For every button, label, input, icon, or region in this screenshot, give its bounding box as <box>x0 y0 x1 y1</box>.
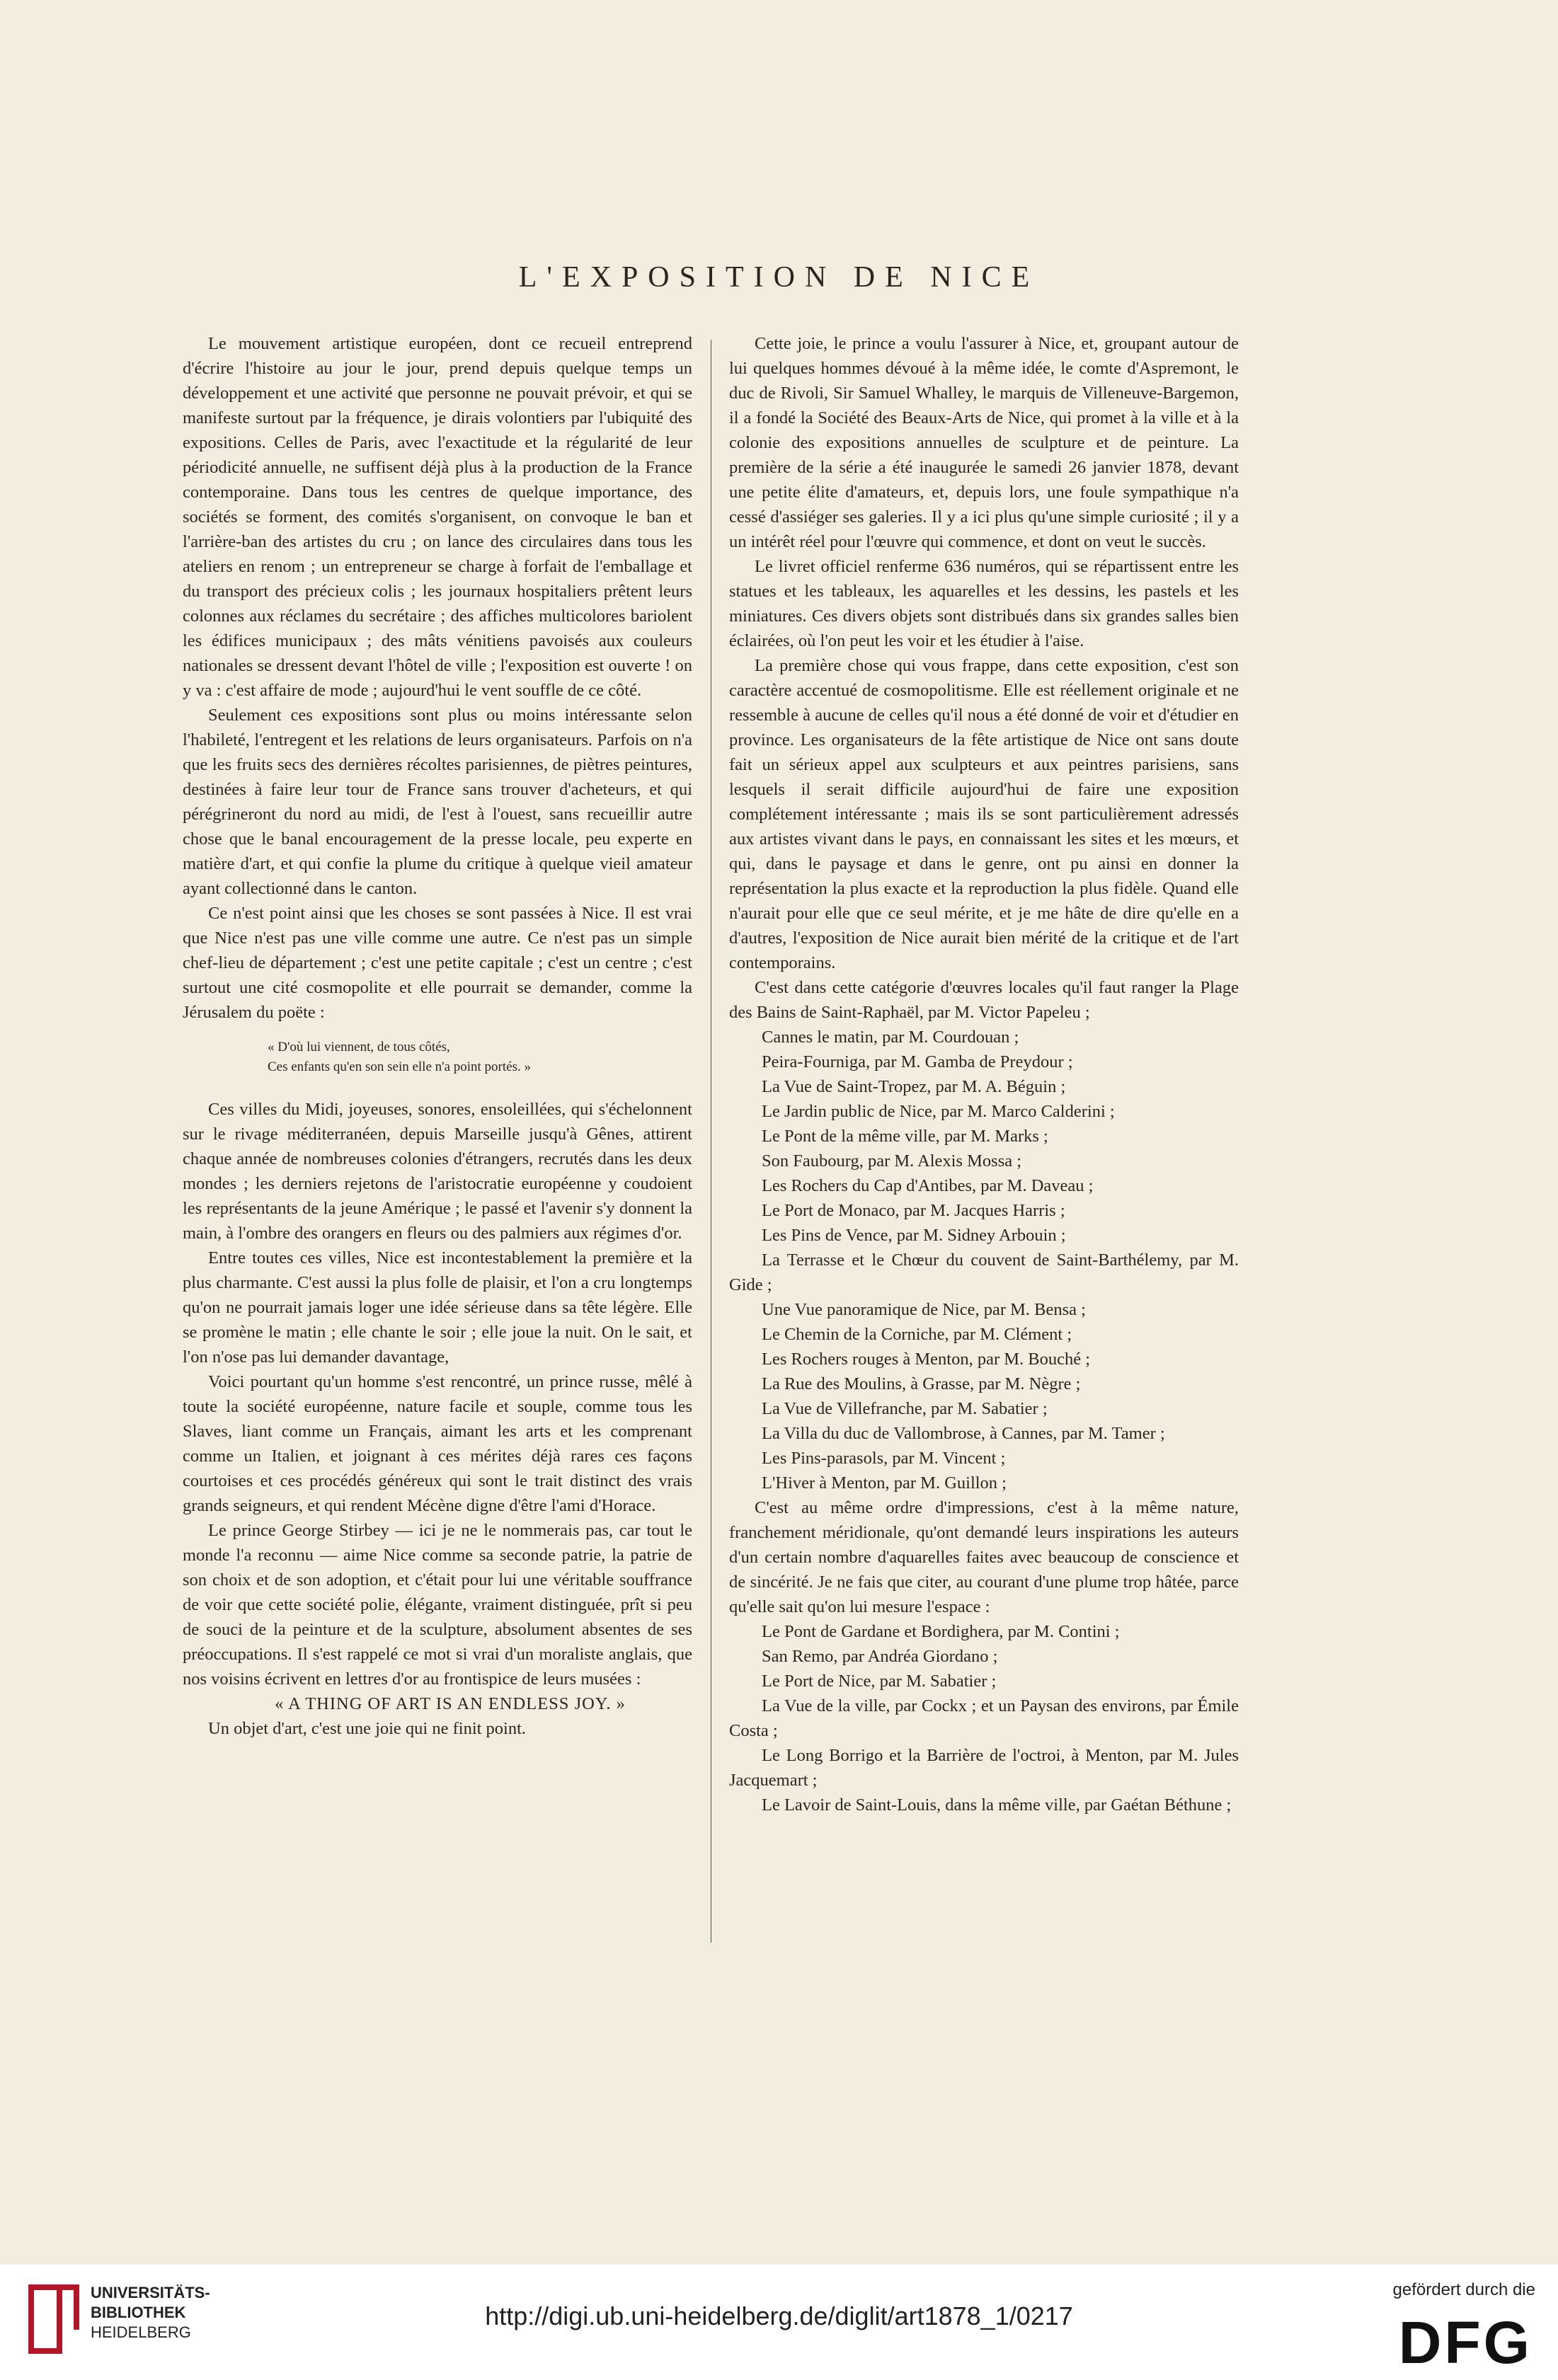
list-item: Une Vue panoramique de Nice, par M. Bensa ; <box>762 1300 1086 1319</box>
list-item: Le Port de Nice, par M. Sabatier ; <box>762 1672 997 1691</box>
paragraph: Voici pourtant qu'un homme s'est rencontré, un prince russe, mêlé à toute la société européenne, nature facile et souple, comme tous les Slaves, liant comme un Français, aimant les arts et les comprenant comme un Italien, et joignant à ces mérites déjà rares ces façons courtoises et ces procédés généreux qui sont le trait distinct des vrais grands seigneurs, et qui rendent Mécène digne d'être l'ami d'Horace. <box>183 1372 692 1515</box>
university-line: UNIVERSITÄTS- <box>91 2284 210 2301</box>
list-item: Cannes le matin, par M. Courdouan ; <box>762 1028 1019 1047</box>
quote-line: Ces enfants qu'en son sein elle n'a point portés. » <box>268 1059 531 1074</box>
paragraph: Ce n'est point ainsi que les choses se sont passées à Nice. Il est vrai que Nice n'est pas une ville comme une autre. Ce n'est pas un simple chef-lieu de département ; c'est une petite capitale ; c'est un centre ; c'est surtout une cité cosmopolite et elle pourrait se demander, comme la Jérusalem du poëte : <box>183 904 692 1022</box>
list-item: L'Hiver à Menton, par M. Guillon ; <box>762 1473 1007 1493</box>
dfg-logo-icon: DFG <box>1398 2309 1533 2376</box>
funding-label: gefördert durch die <box>1392 2280 1535 2299</box>
list-item: Le Jardin public de Nice, par M. Marco Calderini ; <box>762 1102 1115 1121</box>
page-title: L'EXPOSITION DE NICE <box>518 261 1040 294</box>
list-item: Peira-Fourniga, par M. Gamba de Preydour ; <box>762 1052 1073 1071</box>
list-item: La Vue de la ville, par Cockx ; et un Paysan des environs, par Émile Costa ; <box>729 1696 1239 1740</box>
document-url-link[interactable]: http://digi.ub.uni-heidelberg.de/diglit/art1878_1/0217 <box>485 2301 1073 2330</box>
list-item: La Villa du duc de Vallombrose, à Cannes, par M. Tamer ; <box>762 1424 1165 1443</box>
university-line: HEIDELBERG <box>91 2323 191 2341</box>
list-item: San Remo, par Andréa Giordano ; <box>762 1647 998 1666</box>
list-item: Les Pins-parasols, par M. Vincent ; <box>762 1449 1006 1468</box>
paragraph: Cette joie, le prince a voulu l'assurer à Nice, et, groupant autour de lui quelques hommes dévoué à la même idée, le comte d'Aspremont, le duc de Rivoli, Sir Samuel Whalley, le marquis de Villeneuve-Bargemon, il a fondé la Société des Beaux-Arts de Nice, qui promet à la ville et à la colonie des expositions annuelles de sculpture et de peinture. La première de la série a été inaugurée le samedi 26 janvier 1878, devant une petite élite d'amateurs, et, depuis lors, une foule sympathique n'a cessé d'assiéger ses galeries. Il y a ici plus qu'une simple curiosité ; il y a un intérêt réel pour l'œuvre qui commence, et dont on veut le succès. <box>729 334 1239 551</box>
list-item: Le Pont de Gardane et Bordighera, par M. Contini ; <box>762 1622 1120 1641</box>
list-item: Les Rochers du Cap d'Antibes, par M. Daveau ; <box>762 1176 1094 1195</box>
list-item: La Vue de Saint-Tropez, par M. A. Béguin ; <box>762 1077 1066 1096</box>
watercolor-list <box>729 1619 1239 1817</box>
list-item: Les Pins de Vence, par M. Sidney Arbouin ; <box>762 1226 1066 1245</box>
paragraph: Entre toutes ces villes, Nice est incontestablement la première et la plus charmante. C'est aussi la plus folle de plaisir, et l'on a cru longtemps qu'on ne pourrait jamais loger une idée sérieuse dans sa tête légère. Elle se promène le matin ; elle chante le soir ; elle joue la nuit. On le sait, et l'on n'ose pas lui demander davantage, <box>183 1248 692 1367</box>
left-column <box>183 331 692 1741</box>
list-item: Le Pont de la même ville, par M. Marks ; <box>762 1127 1048 1146</box>
artwork-list <box>729 1025 1239 1495</box>
verse-quote <box>268 1037 692 1077</box>
paragraph: Le mouvement artistique européen, dont ce recueil entreprend d'écrire l'histoire au jour le jour, prend depuis quelque temps un développement et une activité que personne ne pouvait prévoir, et qui se manifeste surtout par la fréquence, je dirais volontiers par l'ubiquité des expositions. Celles de Paris, avec l'exactitude et la régularité de leur périodicité annuelle, ne suffisent déjà plus à la production de la France contemporaine. Dans tous les centres de quelque importance, des sociétés se forment, des comités s'organisent, on convoque le ban et l'arrière-ban des artistes du cru ; on lance des circulaires dans tous les ateliers en renom ; un entrepreneur se charge à forfait de l'emballage et du transport des précieux colis ; les journaux hospitaliers prêtent leurs colonnes aux réclames du secrétaire ; des affiches multicolores bariolent les édifices municipaux ; des mâts vénitiens pavoisés aux couleurs nationales se dressent devant l'hôtel de ville ; l'exposition est ouverte ! on y va : c'est affaire de mode ; aujourd'hui le vent souffle de ce côté. <box>183 334 692 700</box>
paragraph: C'est au même ordre d'impressions, c'est à la même nature, franchement méridionale, qu'ont demandé leurs inspirations les auteurs d'un certain nombre d'aquarelles faites avec beaucoup de conscience et de sincérité. Je ne fais que citer, au courant d'une plume trop hâtée, parce qu'elle sait qu'on lui mesure l'espace : <box>729 1498 1239 1616</box>
paragraph: C'est dans cette catégorie d'œuvres locales qu'il faut ranger la Plage des Bains de Saint-Raphaël, par M. Victor Papeleu ; <box>729 978 1239 1022</box>
list-item: Le Port de Monaco, par M. Jacques Harris ; <box>762 1201 1065 1220</box>
motto: « A THING OF ART IS AN ENDLESS JOY. » <box>275 1694 626 1713</box>
paragraph: Le prince George Stirbey — ici je ne le nommerais pas, car tout le monde l'a reconnu — aime Nice comme sa seconde patrie, la patrie de son choix et de son adoption, et c'était pour lui une véritable souffrance de voir que cette société polie, élégante, vraiment distinguée, prît si peu de souci de la peinture et de la sculpture, absolument absentes de ses préoccupations. Il s'est rappelé ce mot si vrai d'un moraliste anglais, que nos voisins écrivent en lettres d'or au frontispice de leurs musées : <box>183 1521 692 1689</box>
paragraph: Un objet d'art, c'est une joie qui ne finit point. <box>208 1719 527 1738</box>
list-item: Les Rochers rouges à Menton, par M. Bouché ; <box>762 1350 1091 1369</box>
list-item: La Rue des Moulins, à Grasse, par M. Nègre ; <box>762 1374 1081 1393</box>
paragraph: Le livret officiel renferme 636 numéros, qui se répartissent entre les statues et les tableaux, les aquarelles et les dessins, les pastels et les miniatures. Ces divers objets sont distribués dans six grandes salles bien éclairées, où l'on peut les voir et les étudier à l'aise. <box>729 557 1239 650</box>
paragraph: La première chose qui vous frappe, dans cette exposition, c'est son caractère accentué de cosmopolitisme. Elle est réellement originale et ne ressemble à aucune de celles qu'il nous a été donné de voir et d'étudier en province. Les organisateurs de la fête artistique de Nice ont sans doute fait un sérieux appel aux sculpteurs et aux peintres parisiens, sans lesquels il serait difficile aujourd'hui de faire une exposition complétement intéressante ; mais ils se sont particulièrement adressés aux artistes vivant dans le pays, en connaissant les sites et les mœurs, et qui, dans le paysage et dans le genre, ont pu ainsi en donner la représentation la plus exacte et la reproduction la plus fidèle. Quand elle n'aurait pour elle que ce seul mérite, et je me hâte de dire qu'elle en a d'autres, l'exposition de Nice aurait bien mérité de la critique et de l'art contemporains. <box>729 656 1239 972</box>
paragraph: Ces villes du Midi, joyeuses, sonores, ensoleillées, qui s'échelonnent sur le rivage méditerranéen, depuis Marseille jusqu'à Gênes, attirent chaque année de nombreuses colonies d'étrangers, recrutés dans les deux mondes ; les derniers rejetons de l'aristocratie européenne y coudoient les représentants de la jeune Amérique ; le passé et l'avenir s'y donnent la main, à l'ombre des orangers en fleurs ou des palmiers aux régimes d'or. <box>183 1100 692 1243</box>
list-item: Le Chemin de la Corniche, par M. Clément ; <box>762 1325 1072 1344</box>
list-item: Son Faubourg, par M. Alexis Mossa ; <box>762 1151 1022 1171</box>
university-line: BIBLIOTHEK <box>91 2304 186 2321</box>
paragraph: Seulement ces expositions sont plus ou moins intéressante selon l'habileté, l'entregent et les relations de leurs organisateurs. Parfois on n'a que les fruits secs des dernières récoltes parisiennes, de piètres peintures, destinées à faire leur tour de France sans trouver d'acheteurs, et qui pérégrineront du nord au midi, de l'est à l'ouest, sans recueillir autre chose que le banal encouragement de la presse locale, peu experte en matière d'art, et qui confie la plume du critique à quelque vieil amateur ayant collectionné dans le canton. <box>183 706 692 898</box>
list-item: Le Long Borrigo et la Barrière de l'octroi, à Menton, par M. Jules Jacquemart ; <box>729 1746 1239 1790</box>
right-column <box>729 331 1239 1817</box>
quote-line: « D'où lui viennent, de tous côtés, <box>268 1040 450 1054</box>
list-item: La Vue de Villefranche, par M. Sabatier ; <box>762 1399 1048 1418</box>
list-item: Le Lavoir de Saint-Louis, dans la même ville, par Gaétan Béthune ; <box>762 1795 1232 1815</box>
list-item: La Terrasse et le Chœur du couvent de Saint-Barthélemy, par M. Gide ; <box>729 1251 1239 1294</box>
